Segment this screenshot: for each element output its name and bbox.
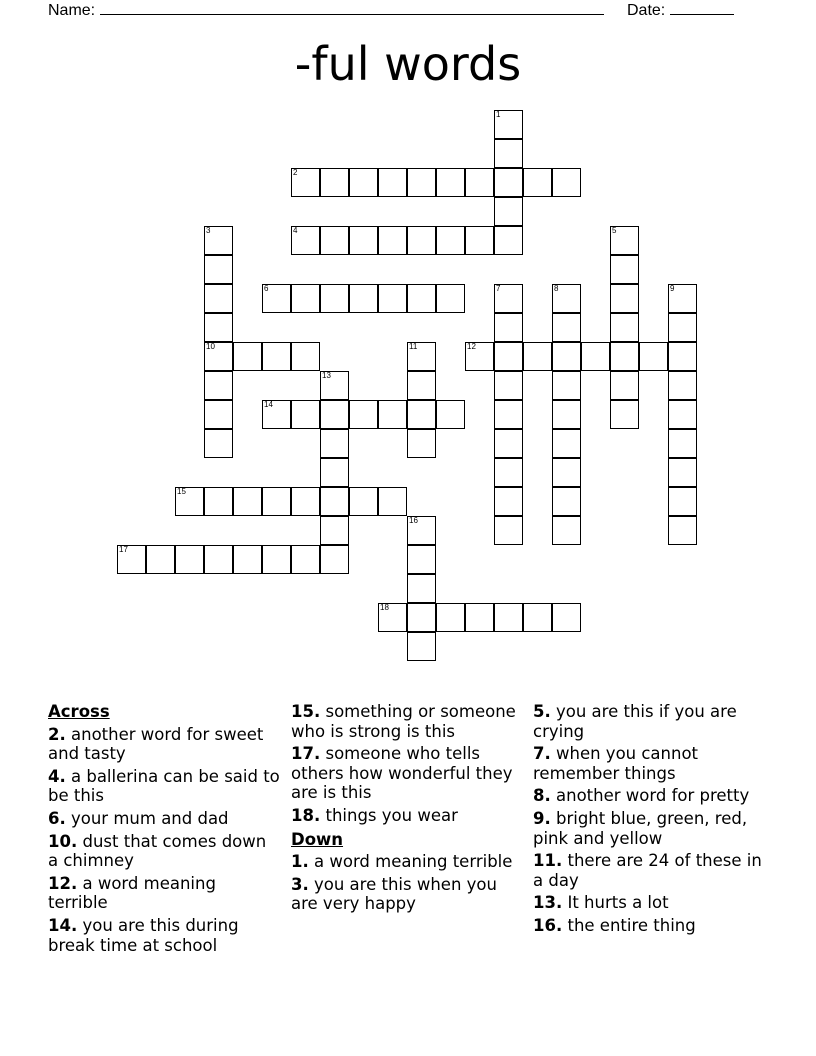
grid-cell[interactable]: [552, 429, 581, 458]
grid-cell[interactable]: [494, 313, 523, 342]
clue-number: 8: [554, 284, 559, 293]
across-clue: [48, 767, 280, 806]
grid-cell[interactable]: [320, 487, 349, 516]
grid-cell[interactable]: [291, 487, 320, 516]
grid-cell[interactable]: [668, 400, 697, 429]
grid-cell[interactable]: [552, 342, 581, 371]
grid-cell[interactable]: [552, 487, 581, 516]
grid-cell[interactable]: [320, 429, 349, 458]
grid-cell[interactable]: [610, 255, 639, 284]
grid-cell[interactable]: [668, 458, 697, 487]
grid-cell[interactable]: [204, 284, 233, 313]
grid-cell[interactable]: [320, 400, 349, 429]
grid-cell[interactable]: [523, 168, 552, 197]
across-clue: [291, 744, 523, 803]
grid-cell[interactable]: [291, 284, 320, 313]
grid-cell[interactable]: [378, 226, 407, 255]
grid-cell[interactable]: [494, 603, 523, 632]
grid-cell[interactable]: [204, 313, 233, 342]
clue-number: 6.: [48, 808, 66, 828]
grid-cell[interactable]: [291, 168, 320, 197]
clue-text: dust that comes down a chimney: [48, 831, 267, 871]
grid-cell[interactable]: [204, 400, 233, 429]
grid-cell[interactable]: [523, 342, 552, 371]
clue-text: a word meaning terrible: [308, 852, 513, 872]
grid-cell[interactable]: [320, 516, 349, 545]
down-clue: [533, 786, 765, 806]
grid-cell[interactable]: [262, 342, 291, 371]
clue-number: 18: [380, 603, 389, 612]
grid-cell[interactable]: [552, 313, 581, 342]
clue-number: 11.: [533, 851, 563, 871]
clue-number: 13.: [533, 893, 563, 913]
grid-cell[interactable]: [378, 284, 407, 313]
grid-cell[interactable]: [552, 371, 581, 400]
clue-number: 6: [264, 284, 269, 293]
grid-cell[interactable]: [552, 284, 581, 313]
grid-cell[interactable]: [436, 168, 465, 197]
grid-cell[interactable]: [233, 487, 262, 516]
grid-cell[interactable]: [204, 226, 233, 255]
grid-cell[interactable]: [552, 168, 581, 197]
clue-number: 11: [409, 342, 418, 351]
grid-cell[interactable]: [378, 168, 407, 197]
clue-text: bright blue, green, red, pink and yellow: [533, 808, 748, 848]
across-clue: [48, 916, 280, 955]
clue-text: your mum and dad: [65, 808, 229, 828]
grid-cell[interactable]: [465, 603, 494, 632]
grid-cell[interactable]: [668, 487, 697, 516]
grid-cell[interactable]: [320, 226, 349, 255]
grid-cell[interactable]: [494, 516, 523, 545]
clue-text: another word for pretty: [550, 786, 750, 806]
grid-cell[interactable]: [552, 400, 581, 429]
grid-cell[interactable]: [407, 632, 436, 661]
clue-number: 1: [496, 110, 501, 119]
clue-number: 17.: [291, 744, 321, 764]
clue-number: 14: [264, 400, 273, 409]
puzzle-title: -ful words: [294, 37, 522, 91]
clue-number: 17: [119, 545, 128, 554]
grid-cell[interactable]: [436, 400, 465, 429]
across-clue: [48, 725, 280, 764]
clue-number: 12.: [48, 873, 78, 893]
down-clue: [533, 916, 765, 936]
clue-number: 12: [467, 342, 476, 351]
grid-cell[interactable]: [494, 110, 523, 139]
down-clue: [291, 852, 523, 872]
grid-cell[interactable]: [407, 400, 436, 429]
clue-number: 18.: [291, 805, 321, 825]
grid-cell[interactable]: [262, 545, 291, 574]
grid-cell[interactable]: [436, 226, 465, 255]
clue-number: 4.: [48, 766, 66, 786]
grid-cell[interactable]: [320, 371, 349, 400]
grid-cell[interactable]: [204, 342, 233, 371]
grid-cell[interactable]: [494, 139, 523, 168]
grid-cell[interactable]: [204, 487, 233, 516]
grid-cell[interactable]: [407, 371, 436, 400]
clue-text: a word meaning terrible: [48, 873, 216, 913]
clue-number: 8.: [533, 786, 551, 806]
grid-cell[interactable]: [407, 429, 436, 458]
grid-cell[interactable]: [262, 487, 291, 516]
grid-cell[interactable]: [610, 284, 639, 313]
grid-cell[interactable]: [552, 516, 581, 545]
grid-cell[interactable]: [668, 371, 697, 400]
grid-cell[interactable]: [581, 342, 610, 371]
grid-cell[interactable]: [610, 226, 639, 255]
grid-cell[interactable]: [494, 168, 523, 197]
grid-cell[interactable]: [378, 603, 407, 632]
grid-cell[interactable]: [146, 545, 175, 574]
grid-cell[interactable]: [349, 400, 378, 429]
clue-number: 7: [496, 284, 501, 293]
grid-cell[interactable]: [436, 284, 465, 313]
grid-cell[interactable]: [465, 168, 494, 197]
grid-cell[interactable]: [407, 342, 436, 371]
grid-cell[interactable]: [291, 226, 320, 255]
grid-cell[interactable]: [465, 226, 494, 255]
grid-cell[interactable]: [407, 226, 436, 255]
grid-cell[interactable]: [610, 371, 639, 400]
grid-cell[interactable]: [494, 371, 523, 400]
clue-text: someone who tells others how wonderful they are is this: [291, 744, 513, 803]
grid-cell[interactable]: [378, 487, 407, 516]
clue-number: 16: [409, 516, 418, 525]
clue-number: 2: [293, 168, 298, 177]
grid-cell[interactable]: [494, 458, 523, 487]
clue-number: 3: [206, 226, 211, 235]
grid-cell[interactable]: [668, 342, 697, 371]
clues-column-2: [291, 702, 523, 917]
grid-cell[interactable]: [291, 342, 320, 371]
grid-cell[interactable]: [639, 342, 668, 371]
down-clue: [533, 809, 765, 848]
grid-cell[interactable]: [668, 313, 697, 342]
grid-cell[interactable]: [204, 371, 233, 400]
grid-cell[interactable]: [494, 400, 523, 429]
grid-cell[interactable]: [494, 197, 523, 226]
grid-cell[interactable]: [407, 545, 436, 574]
grid-cell[interactable]: [349, 487, 378, 516]
down-clue: [533, 851, 765, 890]
grid-cell[interactable]: [610, 400, 639, 429]
grid-cell[interactable]: [291, 545, 320, 574]
down-clue: [533, 702, 765, 741]
grid-cell[interactable]: [552, 458, 581, 487]
grid-cell[interactable]: [175, 487, 204, 516]
down-clue: [533, 893, 765, 913]
grid-cell[interactable]: [204, 255, 233, 284]
grid-cell[interactable]: [668, 284, 697, 313]
clue-number: 10.: [48, 831, 78, 851]
grid-cell[interactable]: [523, 603, 552, 632]
across-clue: [48, 874, 280, 913]
clue-number: 15: [177, 487, 186, 496]
clue-number: 5.: [533, 702, 551, 721]
grid-cell[interactable]: [175, 545, 204, 574]
grid-cell[interactable]: [552, 603, 581, 632]
clue-number: 9: [670, 284, 675, 293]
across-clue: [48, 832, 280, 871]
clue-text: you are this during break time at school: [48, 915, 239, 955]
grid-cell[interactable]: [378, 400, 407, 429]
grid-cell[interactable]: [233, 545, 262, 574]
grid-cell[interactable]: [349, 284, 378, 313]
down-clue: [291, 875, 523, 914]
clue-number: 10: [206, 342, 215, 351]
clue-number: 1.: [291, 852, 309, 872]
down-heading: Down: [291, 829, 344, 849]
grid-cell[interactable]: [407, 168, 436, 197]
clue-number: 9.: [533, 808, 551, 828]
clue-number: 14.: [48, 915, 78, 935]
grid-cell[interactable]: [262, 400, 291, 429]
clue-text: you are this if you are crying: [533, 702, 737, 741]
grid-cell[interactable]: [349, 226, 378, 255]
clue-text: there are 24 of these in a day: [533, 851, 762, 890]
clue-number: 3.: [291, 874, 309, 894]
clue-text: something or someone who is strong is this: [291, 702, 516, 741]
clue-number: 4: [293, 226, 298, 235]
grid-cell[interactable]: [320, 545, 349, 574]
grid-cell[interactable]: [494, 226, 523, 255]
grid-cell[interactable]: [117, 545, 146, 574]
grid-cell[interactable]: [349, 168, 378, 197]
grid-cell[interactable]: [407, 284, 436, 313]
grid-cell[interactable]: [494, 342, 523, 371]
clue-number: 5: [612, 226, 617, 235]
grid-cell[interactable]: [320, 168, 349, 197]
grid-cell[interactable]: [668, 429, 697, 458]
grid-cell[interactable]: [494, 487, 523, 516]
grid-cell[interactable]: [407, 516, 436, 545]
grid-cell[interactable]: [320, 458, 349, 487]
date-label: Date:: [627, 2, 666, 19]
clues-column-3: [533, 702, 765, 939]
clue-text: the entire thing: [562, 915, 696, 935]
across-clue: [291, 806, 523, 826]
grid-cell[interactable]: [320, 284, 349, 313]
grid-cell[interactable]: [407, 603, 436, 632]
grid-cell[interactable]: [668, 516, 697, 545]
clue-number: 2.: [48, 724, 66, 744]
clue-text: It hurts a lot: [562, 893, 669, 913]
grid-cell[interactable]: [610, 313, 639, 342]
clue-text: when you cannot remember things: [533, 744, 699, 783]
across-clue: [291, 702, 523, 741]
clue-text: you are this when you are very happy: [291, 874, 497, 914]
grid-cell[interactable]: [465, 342, 494, 371]
clue-text: a ballerina can be said to be this: [48, 766, 280, 806]
clue-number: 7.: [533, 744, 551, 764]
name-label: Name:: [48, 2, 96, 19]
grid-cell[interactable]: [610, 342, 639, 371]
clue-number: 15.: [291, 702, 321, 721]
grid-cell[interactable]: [494, 429, 523, 458]
clues-column-1: [48, 702, 280, 958]
grid-cell[interactable]: [204, 429, 233, 458]
grid-cell[interactable]: [407, 574, 436, 603]
across-heading: Across: [48, 702, 110, 721]
across-clue: [48, 809, 280, 829]
grid-cell[interactable]: [233, 342, 262, 371]
clue-number: 16.: [533, 915, 563, 935]
grid-cell[interactable]: [262, 284, 291, 313]
clue-text: things you wear: [320, 805, 458, 825]
grid-cell[interactable]: [204, 545, 233, 574]
down-clue: [533, 744, 765, 783]
clue-number: 13: [322, 371, 331, 380]
grid-cell[interactable]: [291, 400, 320, 429]
grid-cell[interactable]: [494, 284, 523, 313]
clue-text: another word for sweet and tasty: [48, 724, 264, 764]
grid-cell[interactable]: [436, 603, 465, 632]
